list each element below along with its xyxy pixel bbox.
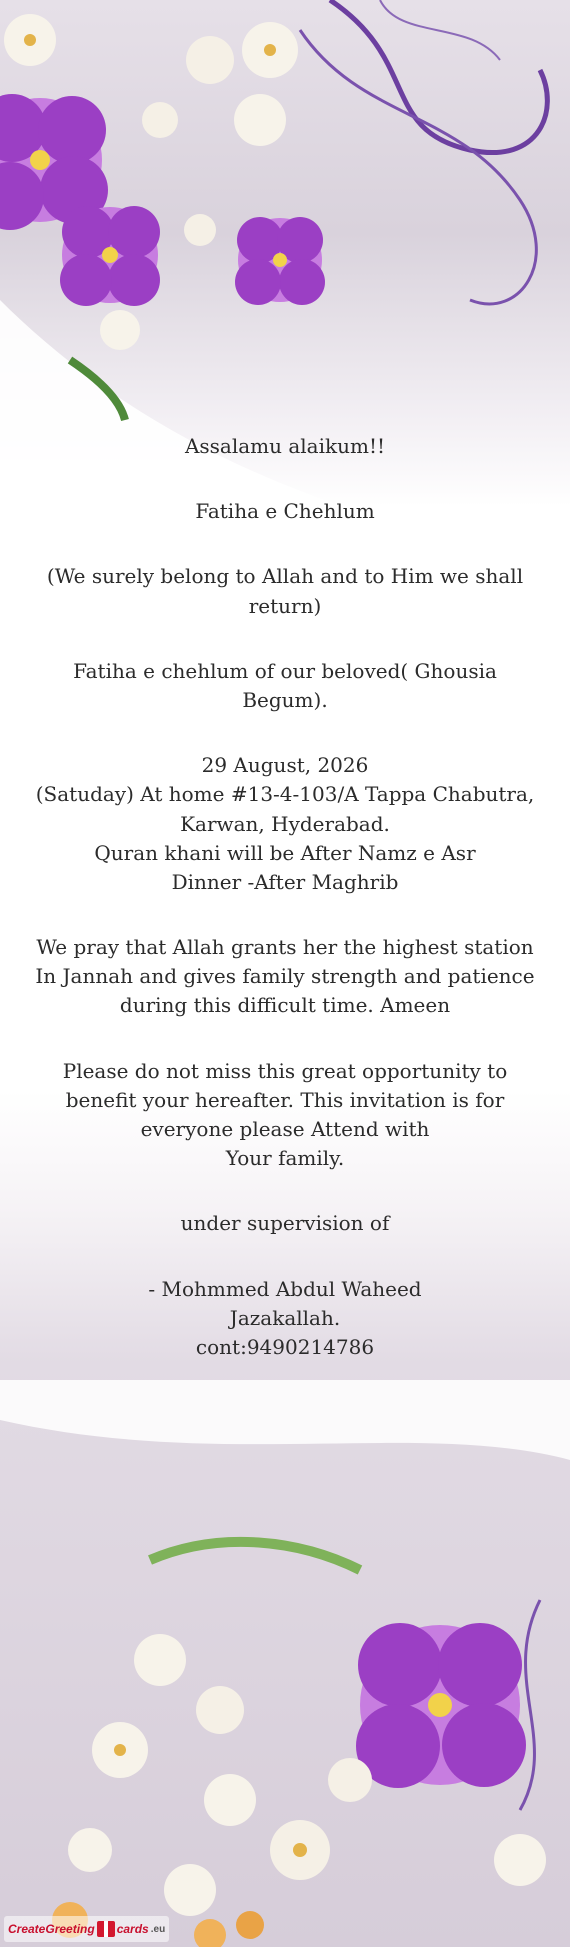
- supervision: under supervision of: [180, 1211, 390, 1236]
- brand-cards: cards: [116, 1922, 149, 1936]
- invitation-end: Your family.: [225, 1146, 345, 1171]
- prayer: We pray that Allah grants her the highest station In Jannah and gives family strength and patience during this difficult time. Ameen: [35, 935, 535, 1018]
- leaf: [150, 1542, 360, 1570]
- gift-icon: [97, 1921, 115, 1937]
- verse: (We surely belong to Allah and to Him we shall return): [46, 564, 524, 618]
- white-brush: [0, 1380, 570, 1460]
- contact: cont:9490214786: [195, 1334, 375, 1359]
- greeting: Assalamu alaikum!!: [184, 434, 386, 458]
- swirl: [300, 30, 536, 304]
- closing: Jazakallah.: [229, 1305, 341, 1330]
- brand-logo[interactable]: [4, 1916, 169, 1942]
- date: 29 August, 2026: [201, 753, 369, 778]
- quran-khani: Quran khani will be After Namz e Asr: [94, 840, 476, 865]
- brand-suffix: .eu: [150, 1923, 166, 1935]
- host: - Mohmmed Abdul Waheed: [148, 1276, 422, 1301]
- invitation: Please do not miss this great opportunity to benefit your hereafter. This invitation is for everyone please Attend with: [62, 1058, 508, 1141]
- invitation-message: [30, 432, 540, 1362]
- bottom-floral-decoration: [0, 1380, 570, 1947]
- dinner: Dinner -After Maghrib: [171, 869, 399, 894]
- occasion: Fatiha e chehlum of our beloved( Ghousia Begum).: [73, 658, 497, 712]
- title: Fatiha e Chehlum: [195, 499, 375, 524]
- venue: (Satuday) At home #13-4-103/A Tappa Chabutra, Karwan, Hyderabad.: [35, 782, 535, 836]
- swirl: [380, 0, 500, 60]
- purple-flower: [235, 217, 325, 305]
- large-purple-flower: [356, 1623, 526, 1788]
- purple-flower: [60, 206, 160, 306]
- brand-name: CreateGreeting: [8, 1922, 95, 1936]
- swirl: [520, 1600, 540, 1810]
